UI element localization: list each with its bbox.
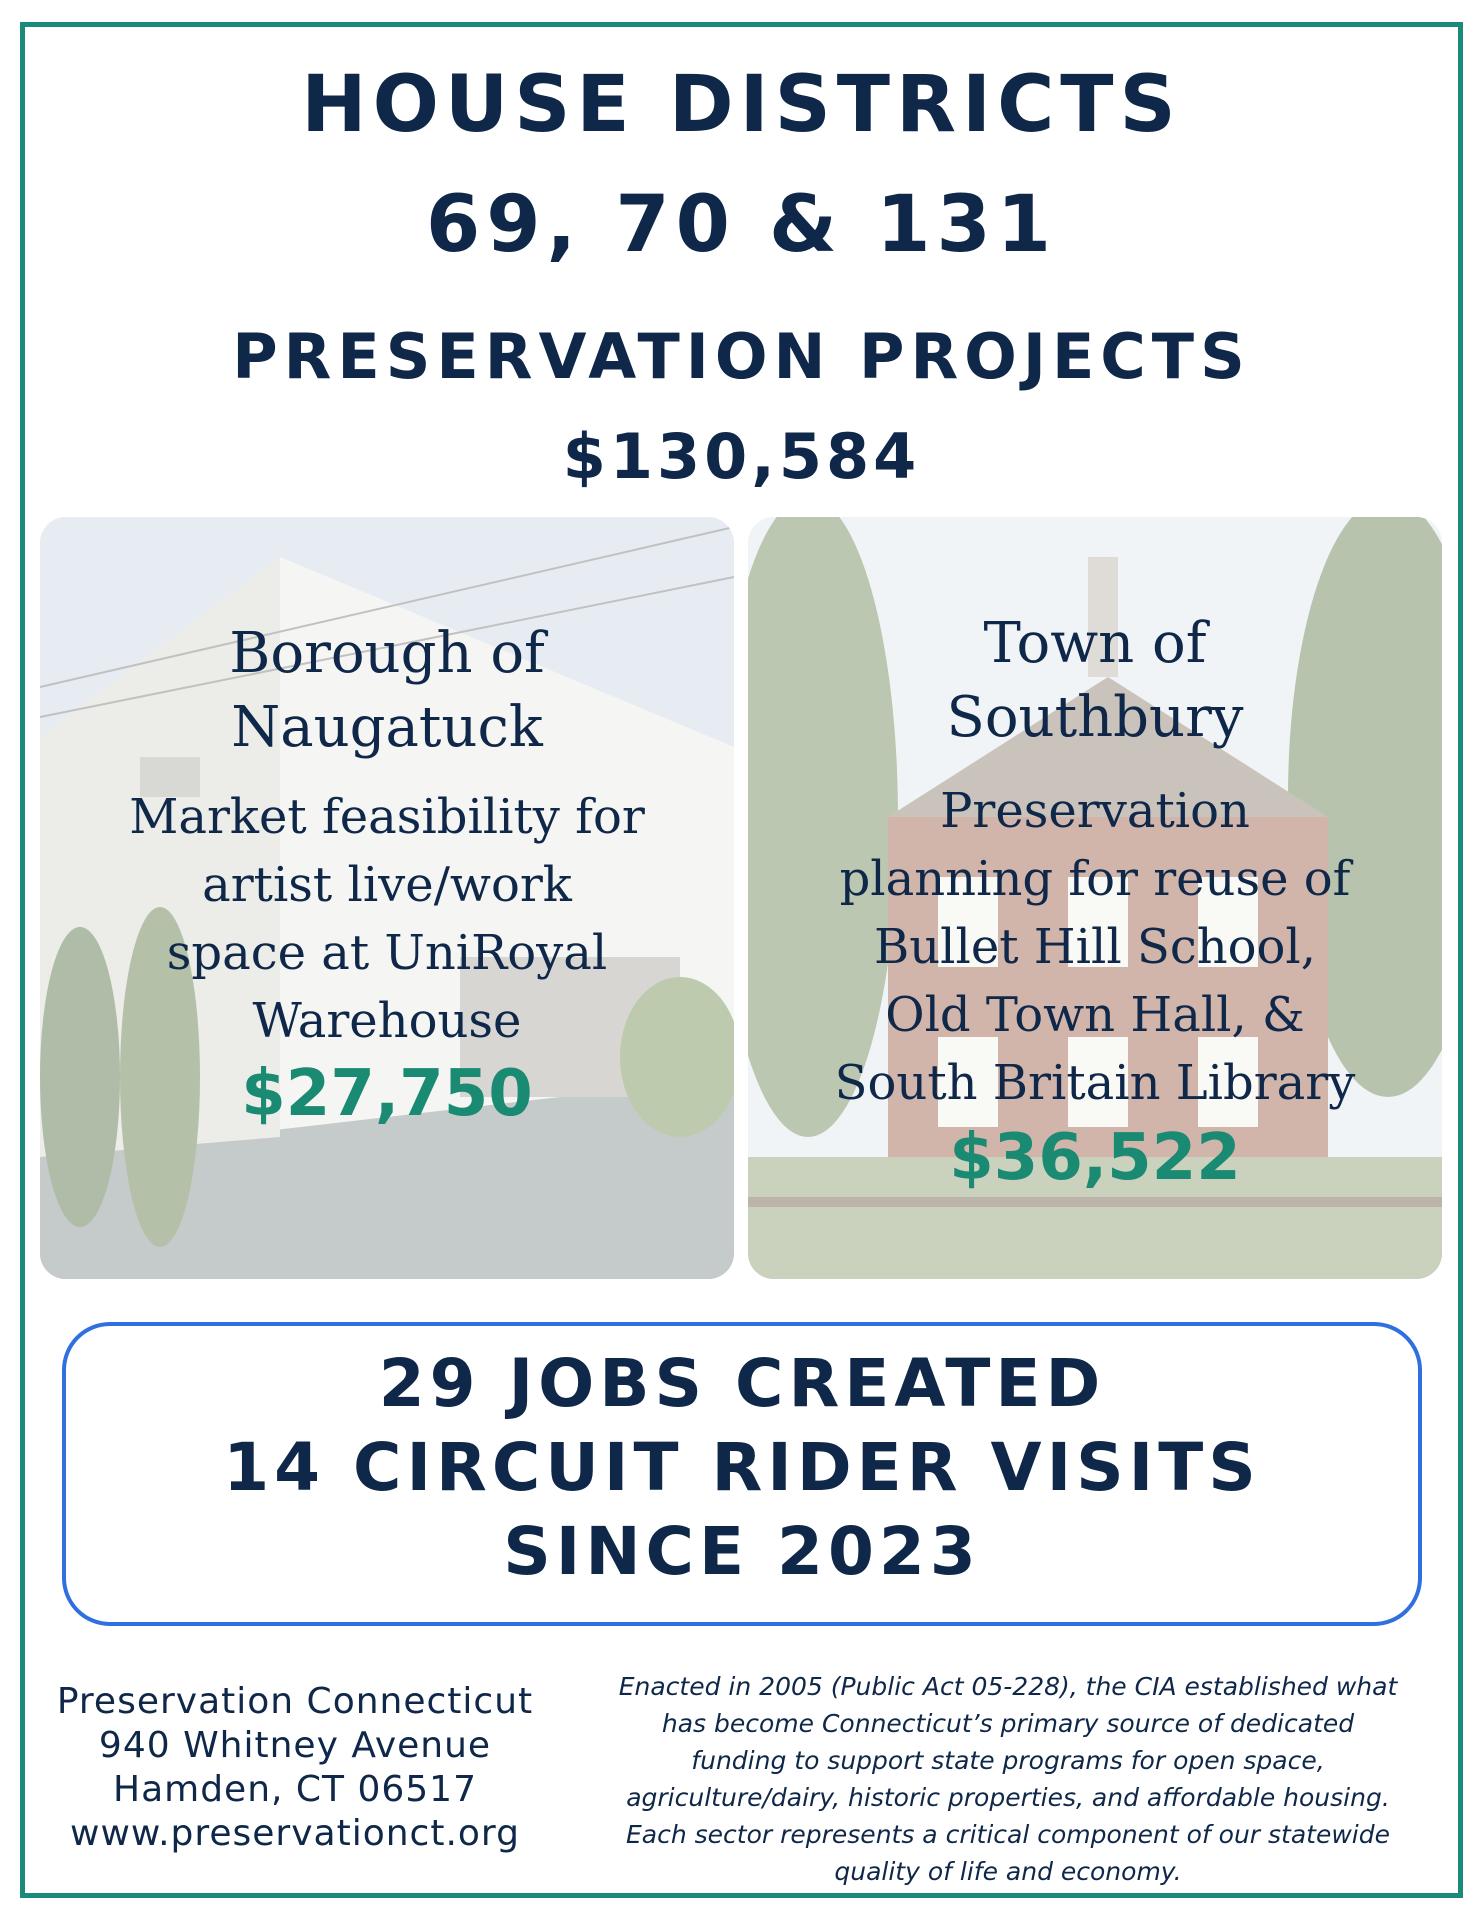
org-address: [40, 1680, 550, 1856]
project-description-line: Bullet Hill School,: [873, 919, 1317, 975]
org-name: Preservation Connecticut: [56, 1681, 534, 1722]
project-description-line: planning for reuse of: [839, 851, 1351, 907]
project-card-naugatuck: [40, 517, 734, 1279]
project-description-line: space at UniRoyal: [166, 925, 608, 981]
project-amount: $27,750: [241, 1057, 533, 1131]
note-line: quality of life and economy.: [834, 1857, 1182, 1886]
note-line: Each sector represents a critical component of our statewide: [625, 1820, 1391, 1849]
stat-jobs: 29 JOBS CREATED: [378, 1345, 1106, 1422]
project-description-line: artist live/work: [202, 857, 572, 913]
project-heading-line: Southbury: [946, 685, 1244, 750]
project-heading-line: Naugatuck: [231, 695, 543, 760]
cia-note: [578, 1668, 1438, 1890]
title-district-numbers: 69, 70 & 131: [425, 180, 1058, 270]
title-preservation-projects: PRESERVATION PROJECTS: [232, 320, 1251, 393]
project-description-line: Old Town Hall, &: [885, 987, 1305, 1043]
note-line: Enacted in 2005 (Public Act 05-228), the CIA established what: [618, 1672, 1398, 1701]
project-description-line: Warehouse: [252, 993, 522, 1049]
project-description-line: South Britain Library: [834, 1055, 1356, 1111]
project-description-line: Market feasibility for: [129, 789, 645, 845]
project-heading-line: Town of: [983, 611, 1207, 676]
note-line: agriculture/dairy, historic properties, and affordable housing.: [626, 1783, 1390, 1812]
note-line: funding to support state programs for open space,: [691, 1746, 1325, 1775]
project-card-southbury: [748, 517, 1442, 1279]
stats-box: [62, 1322, 1422, 1626]
org-street: 940 Whitney Avenue: [98, 1725, 492, 1766]
project-description-line: Preservation: [940, 783, 1250, 839]
stat-since: SINCE 2023: [503, 1513, 981, 1590]
stat-visits: 14 CIRCUIT RIDER VISITS: [223, 1429, 1261, 1506]
note-line: has become Connecticut’s primary source of dedicated: [661, 1709, 1355, 1738]
org-website-link[interactable]: www.preservationct.org: [70, 1813, 520, 1854]
org-city: Hamden, CT 06517: [113, 1769, 477, 1810]
project-amount: $36,522: [949, 1121, 1241, 1195]
title-house-districts: HOUSE DISTRICTS: [301, 60, 1182, 150]
total-amount: $130,584: [562, 420, 921, 493]
project-heading-line: Borough of: [229, 621, 545, 686]
